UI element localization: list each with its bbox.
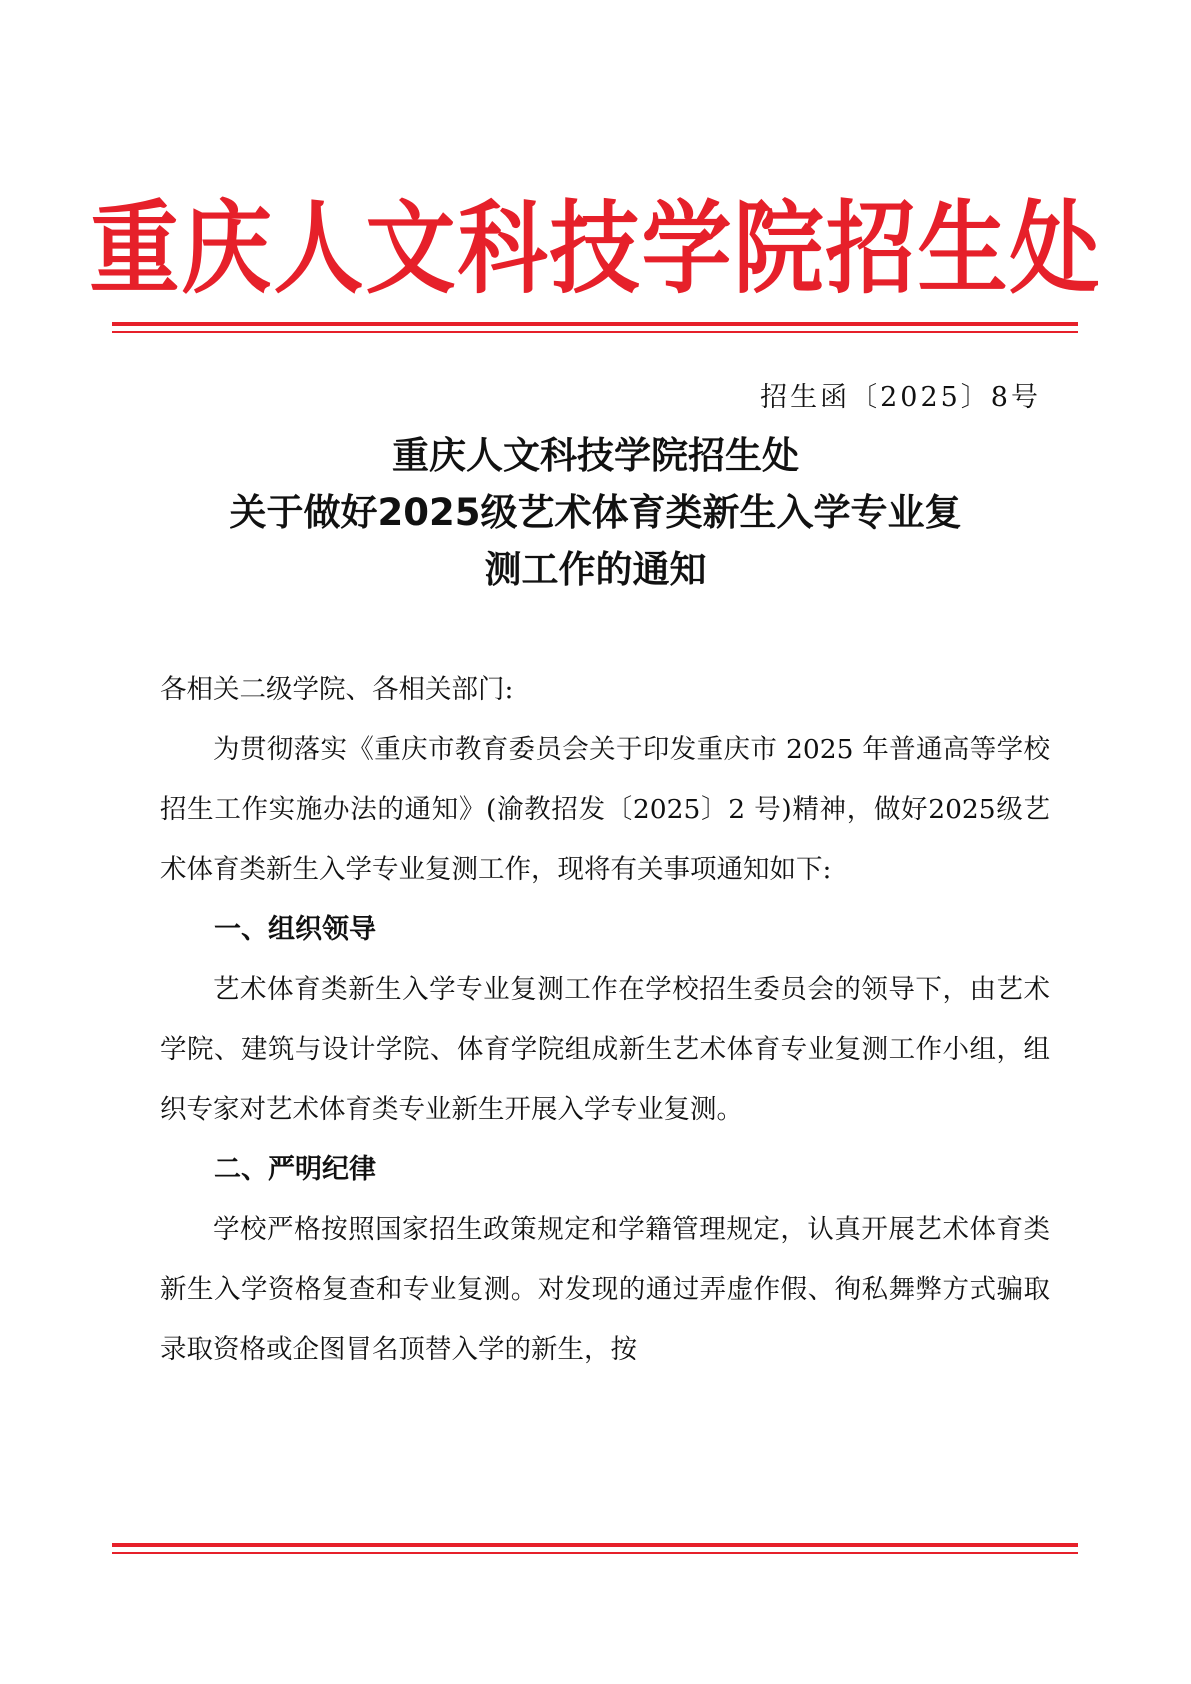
- masthead-rule-top: [112, 322, 1078, 326]
- document-body: [160, 660, 1050, 1380]
- footer-rule-top: [112, 1543, 1078, 1547]
- intro-paragraph: 为贯彻落实《重庆市教育委员会关于印发重庆市 2025 年普通高等学校招生工作实施办法的通知》(渝教招发〔2025〕2 号)精神，做好2025级艺术体育类新生入学专业复测工作，现将有关事项通知如下:: [160, 734, 1050, 885]
- title-line-2: 关于做好2025级艺术体育类新生入学专业复: [229, 491, 962, 534]
- section-heading-2: 二、严明纪律: [214, 1154, 376, 1185]
- footer-rule-bottom: [112, 1552, 1078, 1554]
- document-number: 招生函〔2025〕8号: [760, 382, 1041, 413]
- salutation: 各相关二级学院、各相关部门:: [160, 674, 514, 705]
- title-line-1: 重庆人文科技学院招生处: [392, 434, 799, 477]
- section-paragraph-1: 艺术体育类新生入学专业复测工作在学校招生委员会的领导下，由艺术学院、建筑与设计学院、体育学院组成新生艺术体育专业复测工作小组，组织专家对艺术体育类专业新生开展入学专业复测。: [160, 974, 1050, 1125]
- section-heading-1: 一、组织领导: [214, 914, 376, 945]
- masthead-rule-bottom: [112, 331, 1078, 333]
- title-line-3: 测工作的通知: [484, 548, 707, 591]
- document-title: [150, 427, 1041, 598]
- masthead-org-name: 重庆人文科技学院招生处: [89, 190, 1102, 309]
- section-paragraph-2: 学校严格按照国家招生政策规定和学籍管理规定，认真开展艺术体育类新生入学资格复查和专业复测。对发现的通过弄虚作假、徇私舞弊方式骗取录取资格或企图冒名顶替入学的新生，按: [160, 1214, 1050, 1365]
